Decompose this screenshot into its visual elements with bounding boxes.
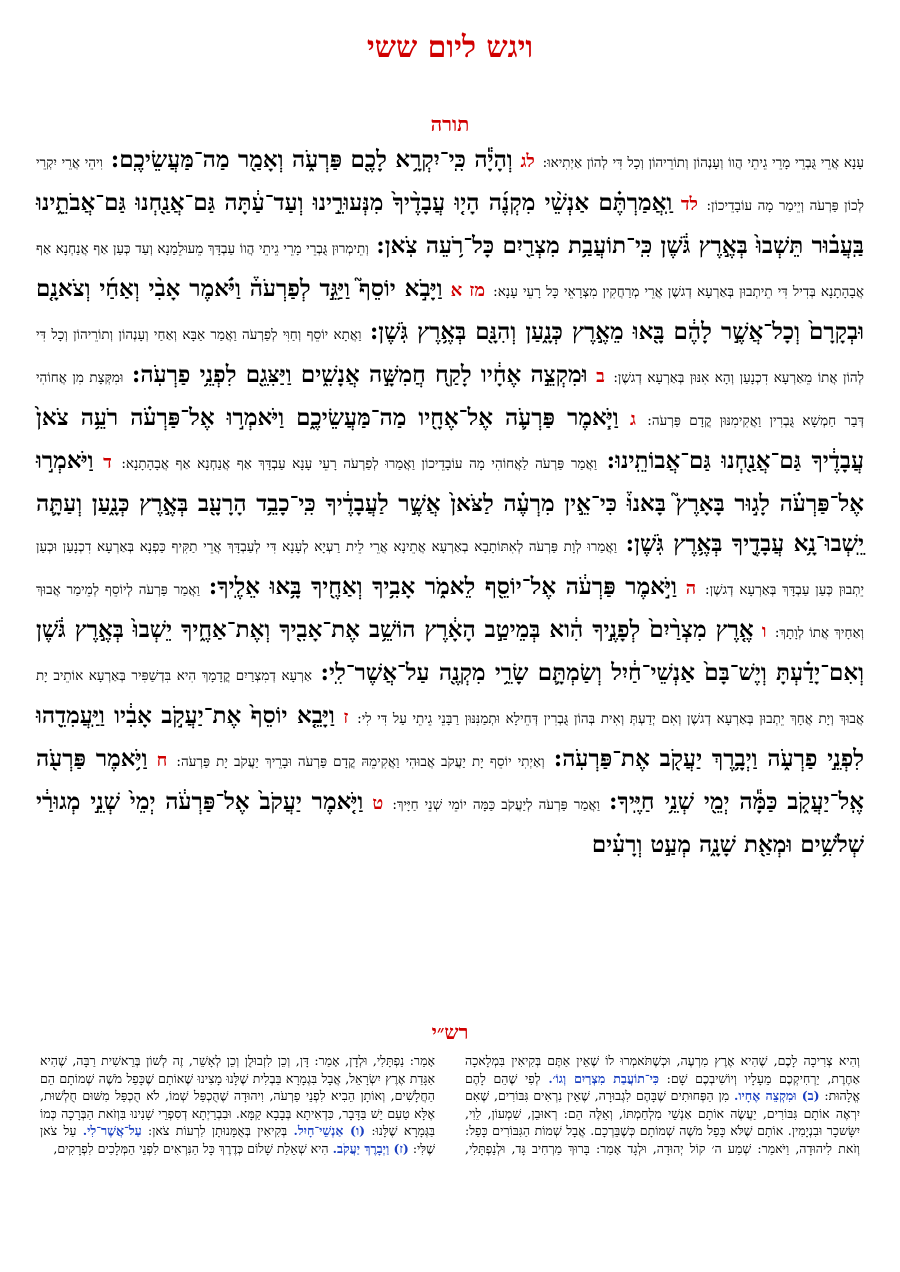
rashi-lemma: כִּי־תוֹעֲבַת מִצְרַיִם וְגוֹ׳. <box>548 1070 660 1086</box>
rashi-lemma: (ב) וּמִקְצֵה אֶחָיו. <box>733 1088 820 1103</box>
onkelos-text: וְאַיְתִי יוֹסֵף יָת יַעֲקֹב אֲבוּהִי וַאֲקִימֵהּ קֳדָם פַּרְעֹה וּבָרֵיךְ יַעֲקֹב יָת פַּרְעֹה: <box>176 754 545 770</box>
rashi-text: בְּקִיאִין בְּאֻמָּנוּתָן לִרְעוֹת צֹאן: <box>148 1123 288 1138</box>
verse-number: מז א <box>450 280 485 301</box>
onkelos-text: וַאֲמַרוּ לְוָת פַּרְעֹה לְאִתּוֹתָבָא בְאַרְעָא אֲתֵינָא אֲרֵי לֵית רַעְיָא לְעָנָא דִּי לְעַבְדָּךְ אֲרֵי תַקִּיף כַּפְנָא בְּאַרְעָא דִכְנָעַן וּכְעַן יֵתְבוּן כְּעַן עַבְדָּךְ בְּאַרְעָא דְגשֶׁן: <box>36 539 865 598</box>
verse-text: וַֽאֲמַרְתֶּ֗ם אַנְשֵׁ֨י מִקְנֶ֜ה הָי֤וּ עֲבָדֶ֨יךָ֙ מִנְּעוּרֵ֣ינוּ וְעַד־עַ֔תָּה גַּם־אֲנַ֖חְנוּ גַּם־אֲבֹתֵ֑ינוּ בַּֽעֲב֗וּר תֵּשְׁבוּ֙ בְּאֶ֣רֶץ גֹּ֔שֶׁן כִּֽי־תוֹעֲבַ֥ת מִצְרַ֖יִם כָּל־רֹ֥עֵה צֹֽאן: <box>36 189 864 259</box>
verse-number: ה <box>685 578 697 599</box>
torah-text <box>36 140 864 865</box>
onkelos-text: וַאֲמַר פַּרְעֹה לַאֲחוֹהִי מָה עוֹבָדֵיכוֹן וַאֲמַרוּ לְפַרְעֹה רָעֵי עָנָא עַבְדָּךְ אַף אֲנַחְנָא אַף אֲבָהָתָנָא: <box>121 456 598 472</box>
verse-number: לג <box>520 151 535 172</box>
onkelos-text: וַאֲמַר פַּרְעֹה לְיוֹסֵף לְמֵימַר אֲבוּךְ וְאַחָיךְ אֲתוֹ לְוָתָךְ: <box>36 582 865 641</box>
rashi-text: מִן הַפְּחוּתִים שֶׁבָּהֶם לִגְבוּרָה, שֶׁאֵין נִרְאִים גִּבּוֹרִים, שֶׁאִם יִרְאֶה אוֹתָם גִּבּוֹרִים, יַעֲשֶׂה אוֹתָם אַנְשֵׁי מִלְחַמְתּוֹ, וְאֵלֶּה הֵם: רְאוּבֵן, שִׁמְעוֹן, לֵוִי, יִשָּׂשכָר וּבִנְיָמִין. אוֹתָם שֶׁלֹּא כָּפַל מֹשֶׁה שְׁמוֹתָם כְּשֶׁבֵּרְכָם. אֲבָל שְׁמוֹת הַגִּבּוֹרִים כָּפַל: וְזֹאת לִיהוּדָה, וַיֹּאמַר: שְׁמַע ה׳ קוֹל יְהוּדָה, וּלְגָד אָמַר: בָּרוּךְ מַרְחִיב גָּד, וּלְנַפְתָּלִי, אָמַר: נַפְתָּלִי, וּלְדָן, אָמַר: דָּן, וְכֵן לִזְבוּלֻן וְכֵן לְאָשֵׁר, זֶה לְשׁוֹן בְּרֵאשִׁית רַבָּה, שֶׁהִיא אַגָּדַת אֶרֶץ יִשְׂרָאֵל, אֲבָל בִּגְמָרָא בַּבְלִית שֶׁלָּנוּ מָצִינוּ שֶׁאוֹתָם שֶׁכָּפַל מֹשֶׁה שְׁמוֹתָם הֵם הַחֲלָשִׁים, וְאוֹתָן הֵבִיא לִפְנֵי פַרְעֹה, וִיהוּדָה שֶׁהֻכְפַּל שְׁמוֹ, לֹא הֻכְפַּל מִשּׁוּם חֻלְשׁוּת, אֶלָּא טַעַם יֵשׁ בַּדָּבָר, כִּדְאִיתָא בְּבָבָא קַמָּא. וּבִבְרַיְתָא דְסִפְרֵי שָׁנִינוּ בִּוְזֹאת הַבְּרָכָה כְּמוֹ בַּגְּמָרָא שֶׁלָּנוּ: <box>40 1053 860 1156</box>
verse-text: וַיֹּ֣אמֶר פַּרְעֹ֔ה אֶל־יוֹסֵ֖ף לֵאמֹ֑ר אָבִ֥יךָ וְאַחֶ֖יךָ בָּ֥אוּ אֵלֶֽיךָ: <box>208 573 677 600</box>
rashi-text: הִיא שְׁאֵלַת שָׁלוֹם כְּדֶרֶךְ כָּל הַנִּרְאִים לִפְנֵי הַמְּלָכִים לִפְרָקִים, <box>53 1140 329 1156</box>
verse-number: ז <box>343 707 349 728</box>
verse-text: וְהָיָ֕ה כִּֽי־יִקְרָ֥א לָכֶ֖ם פַּרְעֹ֑ה וְאָמַ֖ר מַה־מַּעֲשֵׂיכֶֽם: <box>110 146 513 173</box>
onkelos-text: וַאֲתָא יוֹסֵף וְחַוִּי לְפַרְעֹה וַאֲמַר אַבָּא וְאַחַי וְעָנְהוֹן וְתוֹרֵיהוֹן וְכָל דִּי לְהוֹן אֲתוֹ מֵאַרְעָא דִכְנָעַן וְהָא אִנּוּן בְּאַרְעָא דְגשֶׁן: <box>36 327 864 386</box>
rashi-text: לְפִי שֶׁהֵם לָהֶם אֱלָהוּת: <box>465 1070 860 1103</box>
onkelos-text: וּמִקְּצָת מִן אֲחוֹהִי דְּבַר חַמְשָׁא גֻּבְרִין וַאֲקִימִנּוּן קֳדָם פַּרְעֹה: <box>36 370 864 429</box>
verse-text: וַיֹּ֥אמֶר פַּרְעֹ֖ה אֶֽל־יַעֲקֹ֑ב כַּמָּ֕ה יְמֵ֖י שְׁנֵ֥י חַיֶּֽיךָ: <box>36 745 864 815</box>
verse-number: ד <box>103 452 112 473</box>
verse-number: ו <box>761 621 767 642</box>
verse-text: וַיֹּאמְר֣וּ אֶל־פַּרְעֹ֗ה לָג֣וּר בָּאָרֶץ֮ בָּאנוּ֒ כִּי־אֵ֣ין מִרְעֶ֗ה לַצֹּאן֙ אֲשֶׁ֣ר לַעֲבָדֶ֔יךָ כִּֽי־כָבֵ֥ד הָרָעָ֖ב בְּאֶ֣רֶץ כְּנָ֑עַן וְעַתָּ֛ה יֵֽשְׁבוּ־נָ֥א עֲבָדֶ֖יךָ בְּאֶ֥רֶץ גֹּֽשֶׁן: <box>36 447 864 557</box>
verse-text: וַיֹּ֧אמֶר פַּרְעֹ֛ה אֶל־אֶחָ֖יו מַה־מַּעֲשֵׂיכֶ֑ם וַיֹּאמְר֣וּ אֶל־פַּרְעֹ֗ה רֹעֵ֥ה צֹאן֙ עֲבָדֶ֔יךָ גַּם־אֲנַ֖חְנוּ גַּם־אֲבוֹתֵֽינוּ: <box>36 404 864 474</box>
onkelos-text: וַאֲמַר פַּרְעֹה לְיַעֲקֹב כַּמָּה יוֹמֵי שְׁנֵי חַיָּיךְ: <box>392 797 600 813</box>
torah-heading: תורה <box>430 112 470 136</box>
rashi-heading: רש״י <box>431 1020 469 1044</box>
verse-number: לד <box>680 194 698 215</box>
verse-text: וּמִקְצֵ֣ה אֶחָ֔יו לָקַ֖ח חֲמִשָּׁ֣ה אֲנָשִׁ֑ים וַיַּצִּגֵ֖ם לִפְנֵ֥י פַרְעֹֽה: <box>131 361 588 388</box>
verse-number: ט <box>372 793 384 814</box>
rashi-commentary <box>40 1052 860 1252</box>
verse-text: וַיָּבֵ֤א יוֹסֵף֙ אֶת־יַעֲקֹ֣ב אָבִ֔יו וַיַּֽעֲמִדֵ֖הוּ לִפְנֵ֣י פַרְעֹ֑ה וַיְבָ֥רֶךְ יַעֲקֹ֖ב אֶת־פַּרְעֹֽה: <box>36 702 864 772</box>
verse-text: וַיֹּ֤אמֶר יַעֲקֹב֙ אֶל־פַּרְעֹ֔ה יְמֵי֙ שְׁנֵ֣י מְגוּרַ֔י שְׁלֹשִׁ֥ים וּמְאַ֖ת שָׁנָ֑ה מְעַ֣ט וְרָעִ֗ים <box>36 788 864 858</box>
onkelos-text: עָנָא אֲרֵי גֻּבְרֵי מָרֵי גֵיתֵי הֲווֹ וְעָנְהוֹן וְתוֹרֵיהוֹן וְכָל דִּי לְהוֹן אַיְתִיאוּ: <box>542 155 865 171</box>
rashi-lemma: (ז) וַיְבָרֶךְ יַעֲקֹב. <box>332 1140 409 1156</box>
verse-number: ג <box>630 409 636 430</box>
rashi-text: עַל צֹאן שֶׁלִּי: <box>40 1123 435 1156</box>
verse-number: ח <box>156 750 168 771</box>
verse-number: ב <box>596 366 605 387</box>
rashi-text: וְהִיא צְרִיכָה לָכֶם, שֶׁהִיא אֶרֶץ מִרְעֶה, וּכְשֶׁתֹּאמְרוּ לוֹ שֶׁאֵין אַתֶּם בְּקִיאִין בִּמְלָאכָה אַחֶרֶת, יַרְחִיקְכֶם מֵעָלָיו וְיוֹשִׁיבְכֶם שָׁם: <box>465 1053 860 1086</box>
verse-text: אֶ֤רֶץ מִצְרַ֨יִם֙ לְפָנֶ֣יךָ הִ֔וא בְּמֵיטַ֣ב הָאָ֔רֶץ הוֹשֵׁ֥ב אֶת־אָבִ֖יךָ וְאֶת־אַחֶ֑יךָ יֵשְׁבוּ֙ בְּאֶ֣רֶץ גֹּ֔שֶׁן וְאִם־יָדַ֗עְתָּ וְיֶשׁ־בָּם֙ אַנְשֵׁי־חַ֔יִל וְשַׂמְתָּ֛ם שָׂרֵ֥י מִקְנֶ֖ה עַל־אֲשֶׁר־לִֽי: <box>36 616 865 686</box>
rashi-lemma: עַל־אֲשֶׁר־לִי. <box>82 1123 142 1138</box>
onkelos-text: אַרְעָא דְמִצְרַיִם קֳדָמָךְ הִיא בִּדְשַׁפִּיר בְּאַרְעָא אוֹתֵיב יָת אֲבוּךְ וְיָת אֲחָךְ יֵתְבוּן בְּאַרְעָא דְגשֶׁן וְאִם יְדַעְתְּ וְאִית בְּהוֹן גֻּבְרִין דְּחֵילָא וּתְמַנִּנּוּן רַבָּנֵי גֵיתֵי עַל דִּי לִי: <box>36 668 865 727</box>
onkelos-text: וִיהֵי אֲרֵי יִקְרֵי לְכוֹן פַּרְעֹה וְיֵימַר מָה עוֹבָדֵיכוֹן: <box>36 155 864 214</box>
onkelos-text: וְתֵימְרוּן גֻּבְרֵי מָרֵי גֵיתֵי הֲווֹ עַבְדָּךְ מֵעוּלֵמַנָא וְעַד כְּעַן אַף אֲנַחְנָא אַף אֲבָהָתָנָא בְּדִיל דִּי תֵיתְבוּן בְּאַרְעָא דְגשֶׁן אֲרֵי מְרַחֲקִין מִצְרָאֵי כָּל רָעֵי עָנָא: <box>36 241 864 300</box>
verse-text: וַיָּבֹ֣א יוֹסֵף֮ וַיַּגֵּ֣ד לְפַרְעֹה֒ וַיֹּ֗אמֶר אָבִ֨י וְאַחַ֜י וְצֹאנָ֤ם וּבְקָרָם֙ וְכָל־אֲשֶׁ֣ר לָהֶ֔ם בָּ֖אוּ מֵאֶ֣רֶץ כְּנָ֑עַן וְהִנָּ֖ם בְּאֶ֥רֶץ גֹּֽשֶׁן: <box>36 275 864 345</box>
rashi-lemma: (ו) אַנְשֵׁי־חָיִל. <box>293 1123 366 1138</box>
page-title: ויגש ליום ששי <box>366 30 534 65</box>
